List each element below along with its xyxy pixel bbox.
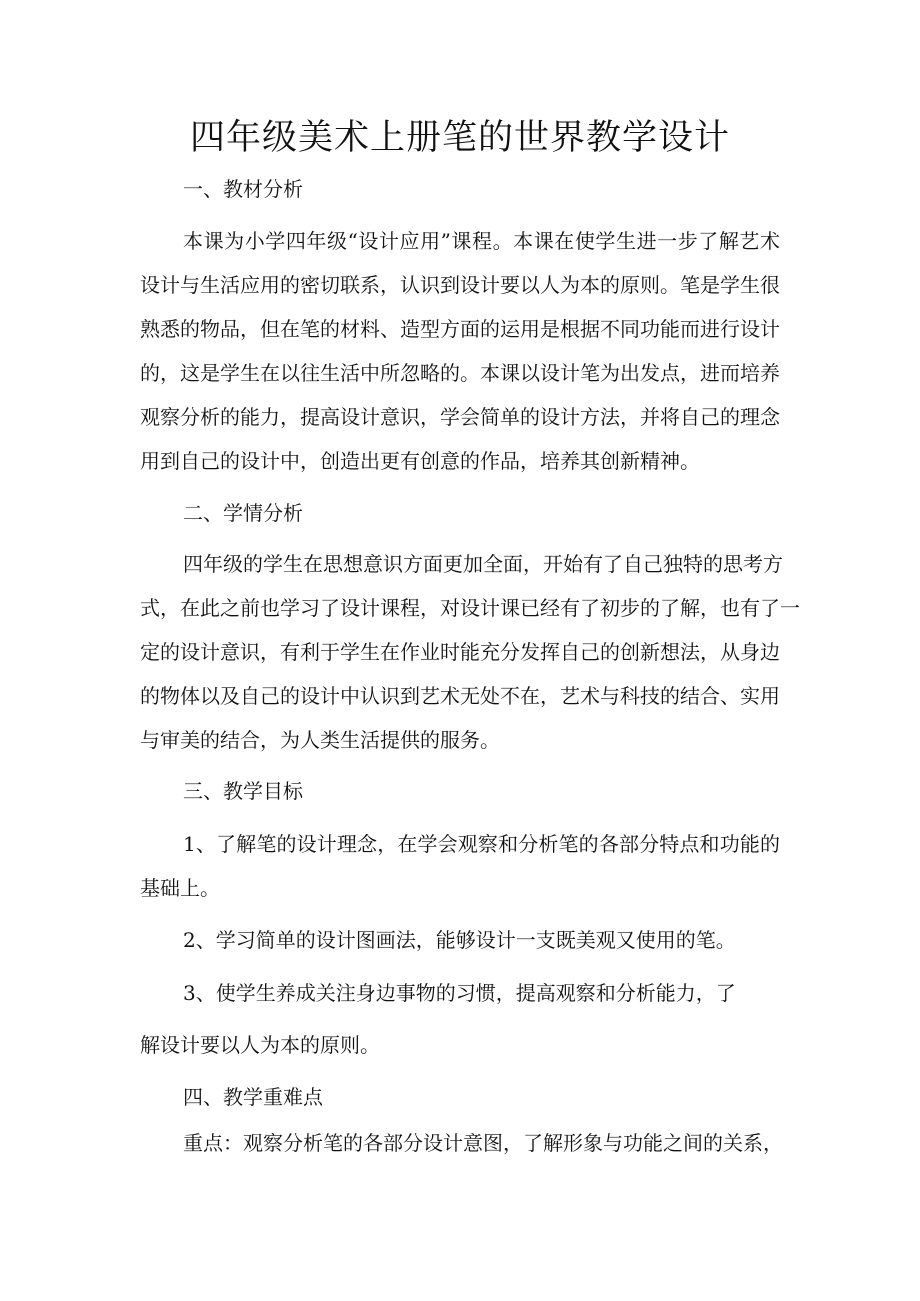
paragraph-line: 重点：观察分析笔的各部分设计意图，了解形象与功能之间的关系， [183, 1131, 783, 1155]
paragraph-line: 式，在此之前也学习了设计课程，对设计课已经有了初步的了解，也有了一 [140, 596, 800, 620]
section-heading-textbook-analysis: 一、教材分析 [183, 177, 303, 201]
section-heading-key-points: 四、教学重难点 [183, 1085, 323, 1109]
paragraph-line: 定的设计意识，有利于学生在作业时能充分发挥自己的创新想法，从身边 [140, 640, 780, 664]
paragraph-line: 与审美的结合，为人类生活提供的服务。 [140, 728, 500, 752]
paragraph-line: 设计与生活应用的密切联系，认识到设计要以人为本的原则。笔是学生很 [140, 273, 780, 297]
goal-item-1-continuation: 基础上。 [140, 876, 220, 900]
goal-item-3: 3、使学生养成关注身边事物的习惯，提高观察和分析能力，了 [183, 981, 736, 1005]
paragraph-line: 用到自己的设计中，创造出更有创意的作品，培养其创新精神。 [140, 449, 700, 473]
goal-item-3-continuation: 解设计要以人为本的原则。 [140, 1033, 380, 1057]
paragraph-line: 本课为小学四年级“设计应用”课程。本课在使学生进一步了解艺术 [183, 229, 780, 253]
paragraph-line: 观察分析的能力，提高设计意识，学会简单的设计方法，并将自己的理念 [140, 405, 780, 429]
page-title: 四年级美术上册笔的世界教学设计 [189, 118, 730, 158]
section-heading-teaching-goals: 三、教学目标 [183, 779, 303, 803]
paragraph-line: 的物体以及自己的设计中认识到艺术无处不在，艺术与科技的结合、实用 [140, 684, 780, 708]
paragraph-line: 的，这是学生在以往生活中所忽略的。本课以设计笔为出发点，进而培养 [140, 361, 780, 385]
section-heading-learner-analysis: 二、学情分析 [183, 501, 303, 525]
paragraph-line: 四年级的学生在思想意识方面更加全面，开始有了自己独特的思考方 [183, 552, 783, 576]
goal-item-1: 1、了解笔的设计理念，在学会观察和分析笔的各部分特点和功能的 [183, 832, 780, 856]
paragraph-line: 熟悉的物品，但在笔的材料、造型方面的运用是根据不同功能而进行设计 [140, 317, 780, 341]
goal-item-2: 2、学习简单的设计图画法，能够设计一支既美观又使用的笔。 [183, 928, 736, 952]
